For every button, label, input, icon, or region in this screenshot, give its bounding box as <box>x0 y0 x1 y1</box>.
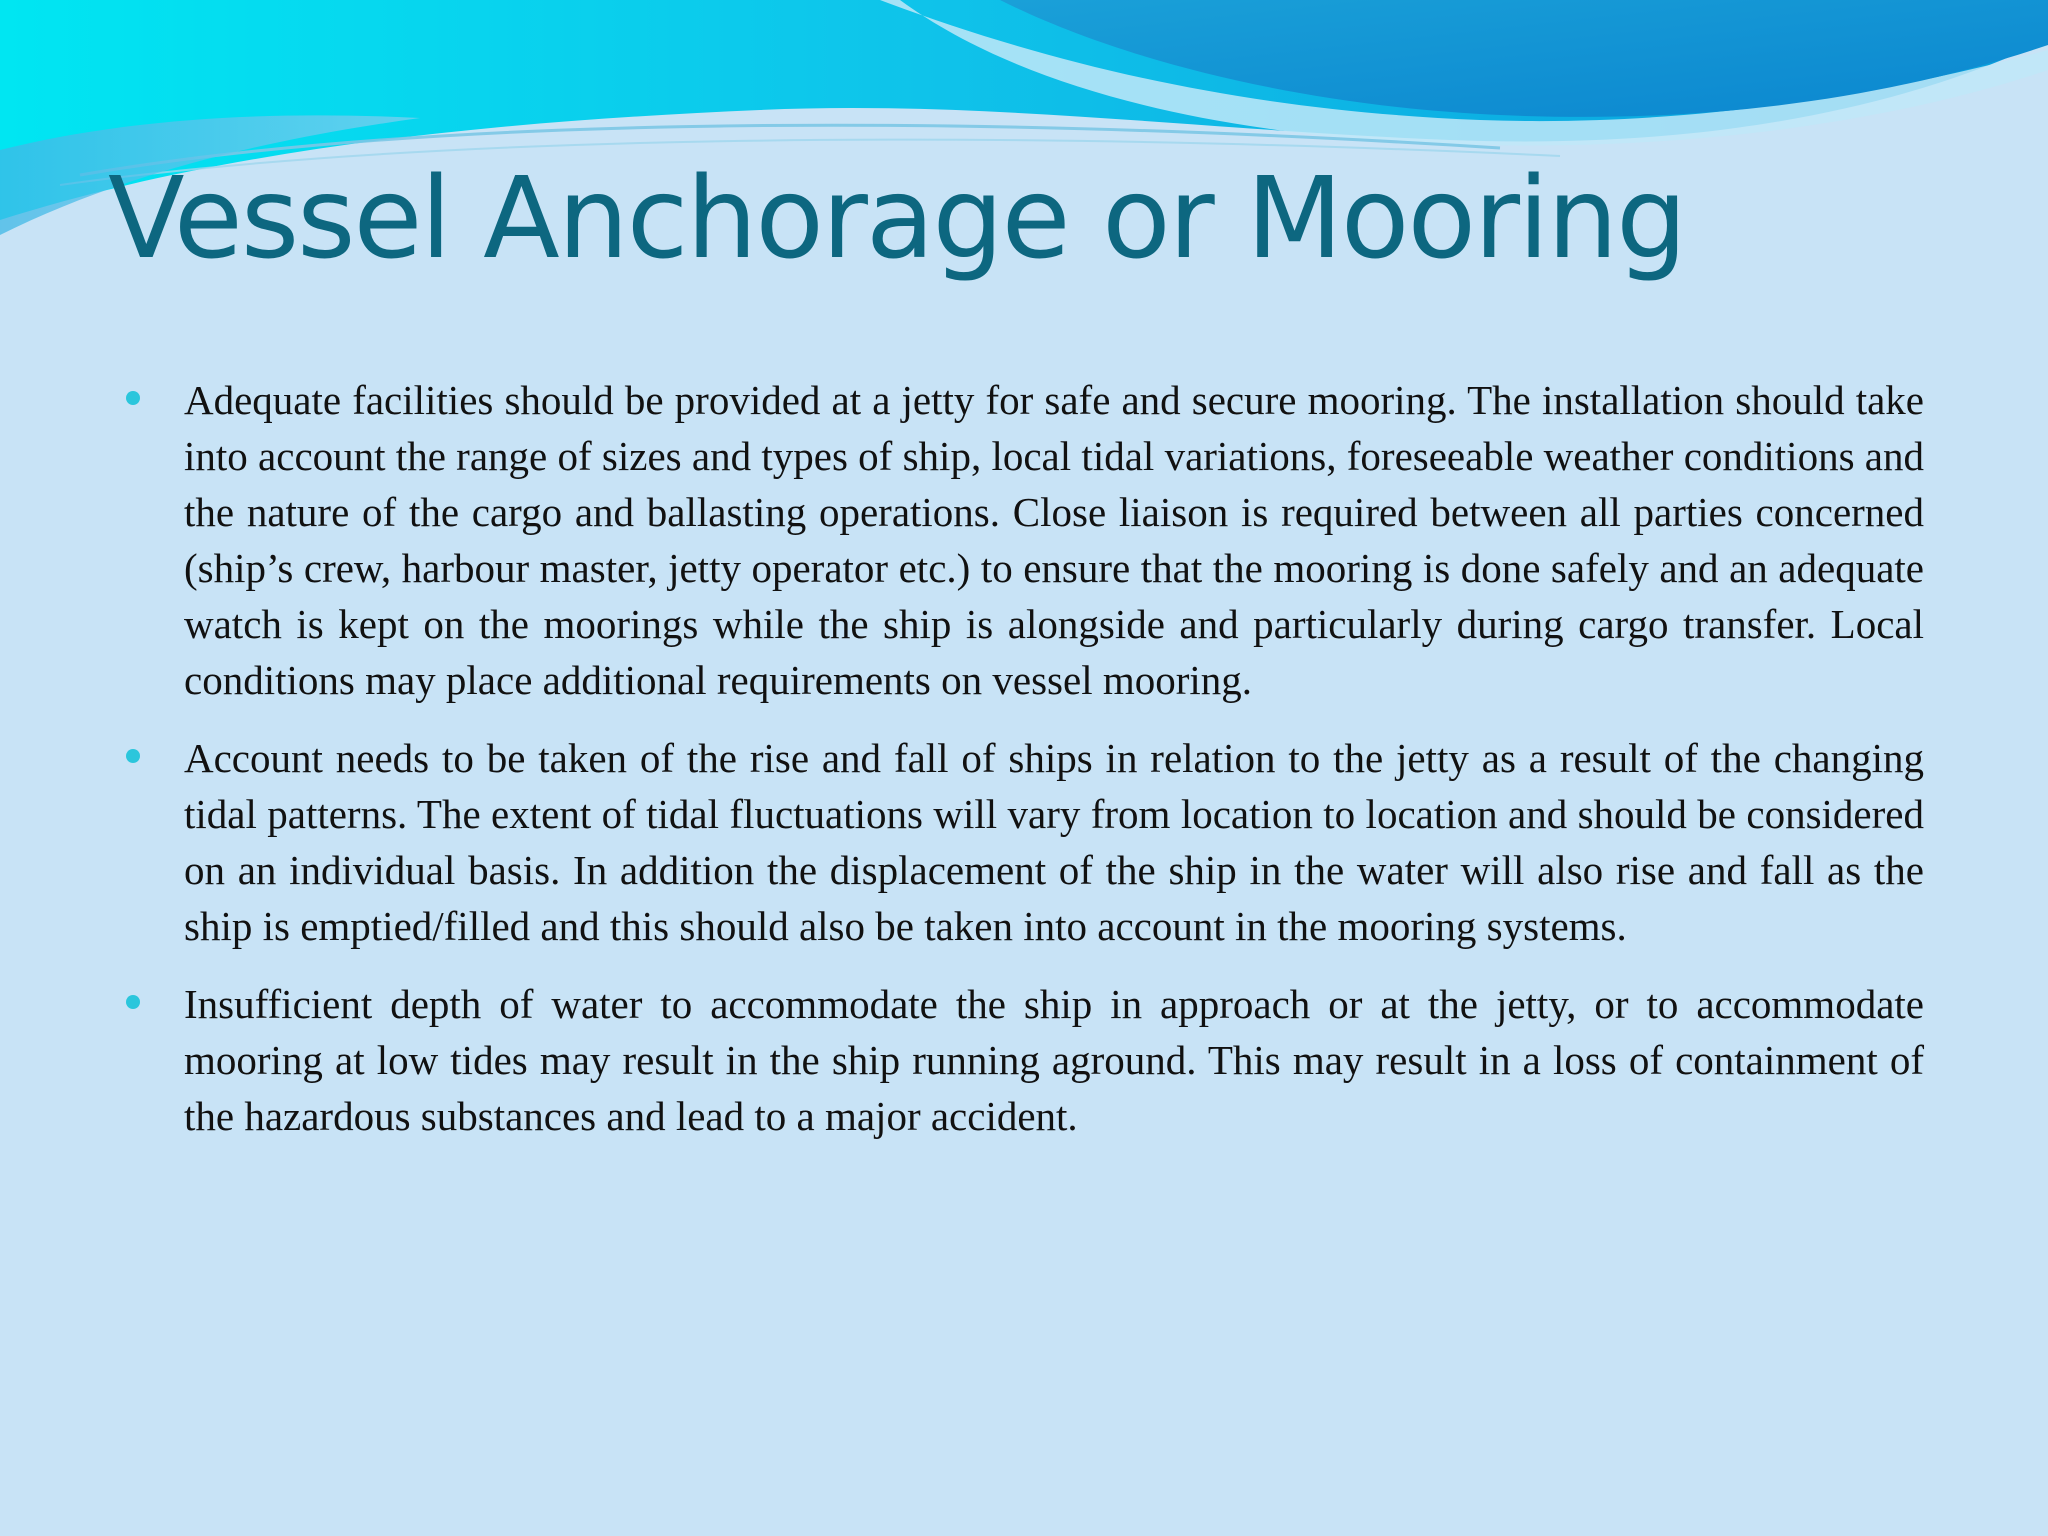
bullet-text: Adequate facilities should be provided at a jetty for safe and secure mooring. The installation should take into account the range of sizes and types of ship, local tidal variations, foreseeable weather conditions and the nature of the cargo and ballasting operations. Close liaison is required between all parties concerned (ship’s crew, harbour master, jetty operator etc.) to ensure that the mooring is done safely and an adequate watch is kept on the moorings while the ship is alongside and particularly during cargo transfer. Local conditions may place additional requirements on vessel mooring. <box>184 377 1924 703</box>
bullet-text: Account needs to be taken of the rise and fall of ships in relation to the jetty as a result of the changing tidal patterns. The extent of tidal fluctuations will vary from location to location and should be considered on an individual basis. In addition the displacement of the ship in the water will also rise and fall as the ship is emptied/filled and this should also be taken into account in the mooring systems. <box>184 735 1924 949</box>
bullet-list <box>126 372 1924 1166</box>
slide-title: Vessel Anchorage or Mooring <box>108 154 1686 284</box>
bullet-item <box>126 730 1924 954</box>
bullet-item <box>126 976 1924 1144</box>
bullet-dot-icon <box>126 995 140 1009</box>
bullet-text: Insufficient depth of water to accommodate the ship in approach or at the jetty, or to accommodate mooring at low tides may result in the ship running aground. This may result in a loss of containment of the hazardous substances and lead to a major accident. <box>184 981 1924 1139</box>
bullet-item <box>126 372 1924 708</box>
bullet-dot-icon <box>126 391 140 405</box>
bullet-dot-icon <box>126 749 140 763</box>
